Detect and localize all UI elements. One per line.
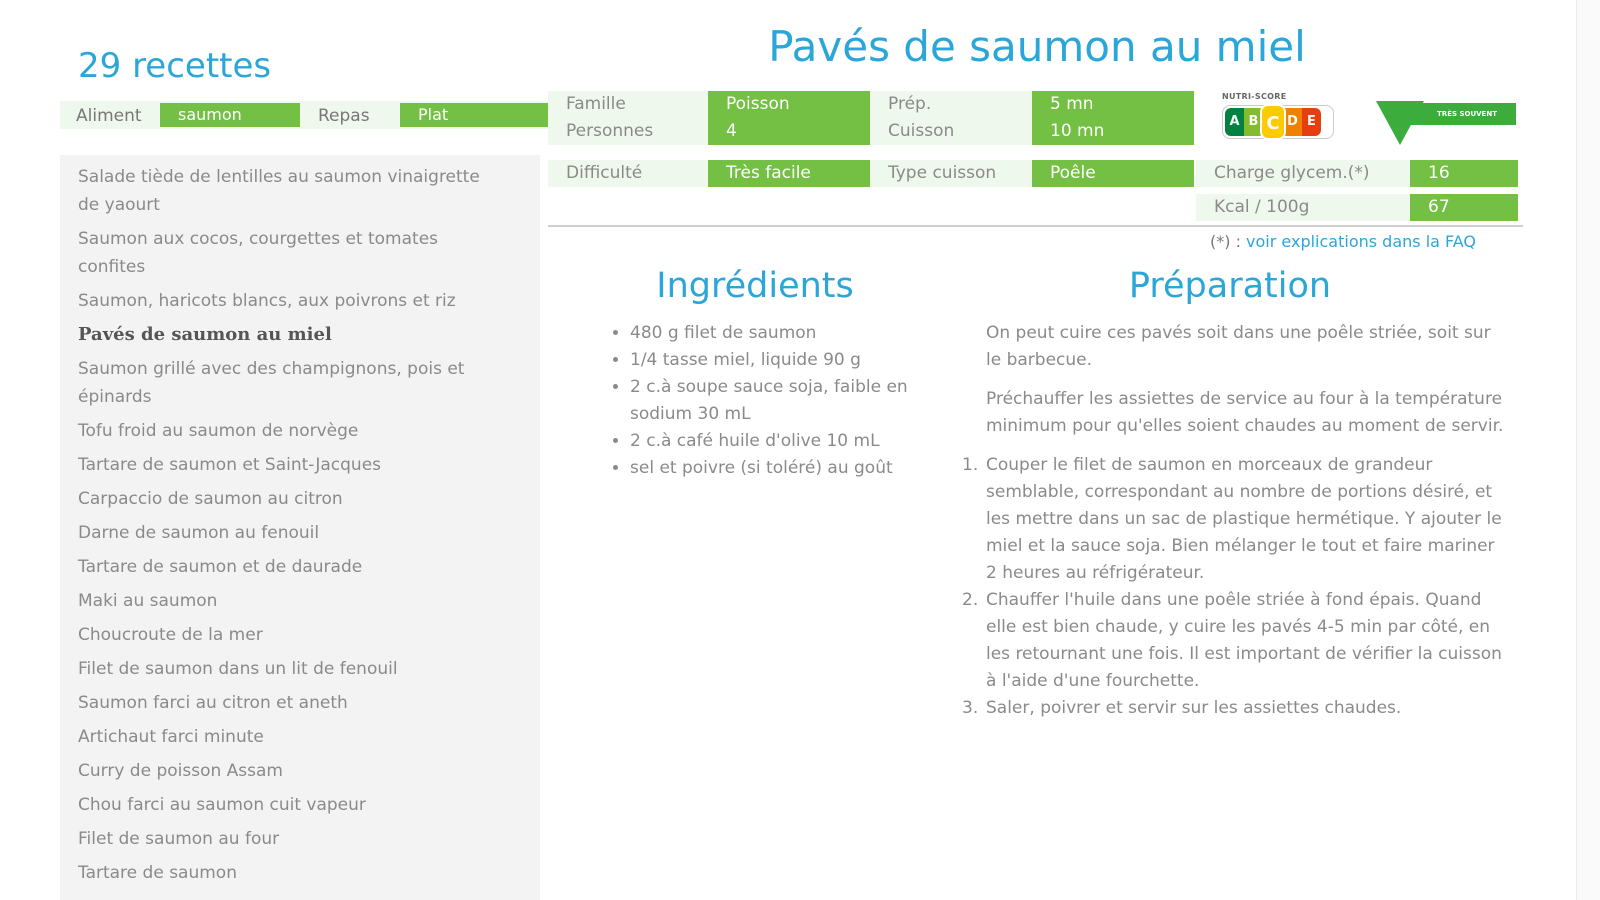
ingredient-item: • 2 c.à café huile d'olive 10 mL (630, 428, 942, 455)
faq-note (1210, 232, 1476, 251)
prep-label: Prép. (888, 94, 932, 114)
personnes-label: Personnes (566, 121, 654, 141)
cuisson-value: 10 mn (1050, 121, 1105, 141)
step-text: Saler, poivrer et servir sur les assiettes chaudes. (986, 698, 1402, 718)
ingredient-item: • 1/4 tasse miel, liquide 90 g (630, 347, 942, 374)
recipe-link[interactable]: Chou farci au saumon cuit vapeur (78, 795, 366, 815)
personnes-value: 4 (726, 121, 737, 141)
nutri-score-heading: NUTRI-SCORE (1222, 92, 1287, 101)
prep-value: 5 mn (1050, 94, 1094, 114)
kcal-label: Kcal / 100g (1196, 194, 1410, 221)
recipe-link[interactable]: Curry de poisson Assam (78, 761, 283, 781)
recipe-link[interactable]: Tofu froid au saumon de norvège (78, 421, 359, 441)
scrollbar[interactable] (1576, 0, 1600, 900)
difficulte-label: Difficulté (548, 160, 708, 187)
recipe-link[interactable]: Filet de saumon dans un lit de fenouil (78, 659, 398, 679)
recipe-count-title: 29 recettes (78, 46, 272, 86)
recipe-link-active[interactable]: Pavés de saumon au miel (78, 324, 332, 345)
ingredient-item: • sel et poivre (si toléré) au goût (630, 455, 942, 482)
info-famille-values (708, 91, 870, 145)
ingredient-item: • 480 g filet de saumon (630, 320, 942, 347)
recipe-link[interactable]: Darne de saumon au fenouil (78, 523, 320, 543)
famille-value: Poisson (726, 94, 790, 114)
recipe-link[interactable]: Tartare de saumon (78, 863, 237, 883)
nutri-grade-c-selected: C (1260, 104, 1286, 140)
divider (548, 225, 1523, 227)
preparation-step (962, 695, 1508, 722)
preparation-title: Préparation (1128, 266, 1332, 306)
nutri-score-logo (1222, 92, 1338, 152)
step-number: 3. (962, 698, 979, 718)
recipe-list (60, 155, 540, 900)
info-time-values (1032, 91, 1194, 145)
preparation-paragraph: Préchauffer les assiettes de service au four à la température minimum pour qu'elles soient chaudes au moment de servir. (986, 389, 1504, 436)
filter-row (60, 101, 548, 129)
preparation-paragraph: On peut cuire ces pavés soit dans une poêle striée, soit sur le barbecue. (986, 323, 1491, 370)
charge-glycemique-label: Charge glycem.(*) (1196, 160, 1410, 187)
ingredient-item: • 2 c.à soupe sauce soja, faible en sodium 30 mL (630, 374, 942, 428)
cuisson-label: Cuisson (888, 121, 955, 141)
ingredients-title: Ingrédients (656, 266, 854, 306)
recipe-link[interactable]: Carpaccio de saumon au citron (78, 489, 343, 509)
type-cuisson-label: Type cuisson (870, 160, 1032, 187)
step-number: 2. (962, 590, 979, 610)
recipe-link[interactable]: Saumon, haricots blancs, aux poivrons et riz (78, 291, 456, 311)
recipe-link[interactable]: Artichaut farci minute (78, 727, 264, 747)
step-text: Chauffer l'huile dans une poêle striée à fond épais. Quand elle est bien chaude, y cuire les pavés 4-5 min par côté, en les retournant une fois. Il est important de vérifier la cuisson à l'aide d'une fourchette. (986, 590, 1502, 691)
recipe-link[interactable]: Tartare de saumon et Saint-Jacques (78, 455, 382, 475)
preparation-step (962, 587, 1508, 695)
difficulte-value: Très facile (708, 160, 870, 187)
preparation-step (962, 452, 1508, 587)
filter-repas-label: Repas (318, 106, 370, 126)
recipe-link[interactable]: Salade tiède de lentilles au saumon vinaigrette de yaourt (78, 167, 480, 215)
kcal-value: 67 (1410, 194, 1518, 221)
info-famille-labels (548, 91, 708, 145)
type-cuisson-value: Poêle (1032, 160, 1194, 187)
nutri-grade-e: E (1302, 108, 1321, 136)
filter-repas-value[interactable]: Plat (400, 103, 548, 127)
recipe-title: Pavés de saumon au miel (768, 22, 1306, 71)
ingredients-list (612, 320, 942, 482)
nutri-grade-a: A (1225, 108, 1244, 136)
recipe-link[interactable]: Filet de saumon au four (78, 829, 280, 849)
preparation-intro (986, 320, 1508, 440)
nutri-grade-d: D (1283, 108, 1302, 136)
nutri-score-bar (1222, 105, 1334, 139)
recipe-link[interactable]: Choucroute de la mer (78, 625, 263, 645)
preparation-steps (962, 452, 1508, 722)
recipe-link[interactable]: Tartare de saumon et de daurade (78, 557, 363, 577)
nutri-grade-b: B (1244, 108, 1263, 136)
recipe-link[interactable]: Saumon grillé avec des champignons, pois et épinards (78, 359, 465, 407)
filter-aliment-label: Aliment (76, 106, 142, 126)
preparation-body (962, 320, 1508, 722)
faq-note-prefix: (*) : (1210, 232, 1247, 251)
step-number: 1. (962, 455, 979, 475)
filter-aliment-value[interactable]: saumon (160, 103, 300, 127)
recipe-link[interactable]: Saumon aux cocos, courgettes et tomates confites (78, 229, 439, 277)
recipe-link[interactable]: Maki au saumon (78, 591, 218, 611)
faq-link[interactable]: voir explications dans la FAQ (1246, 232, 1477, 251)
famille-label: Famille (566, 94, 626, 114)
charge-glycemique-value: 16 (1410, 160, 1518, 187)
frequency-badge-label: TRÈS SOUVENT (1394, 103, 1516, 125)
recipe-sidebar (60, 0, 548, 900)
frequency-badge (1376, 101, 1516, 147)
info-time-labels (870, 91, 1032, 145)
step-text: Couper le filet de saumon en morceaux de grandeur semblable, correspondant au nombre de portions désiré, et les mettre dans un sac de plastique hermétique. Y ajouter le miel et la sauce soja. Bien mélanger le tout et faire mariner 2 heures au réfrigérateur. (986, 455, 1502, 583)
triangle-down-icon (1376, 101, 1424, 145)
recipe-link[interactable]: Saumon farci au citron et aneth (78, 693, 348, 713)
